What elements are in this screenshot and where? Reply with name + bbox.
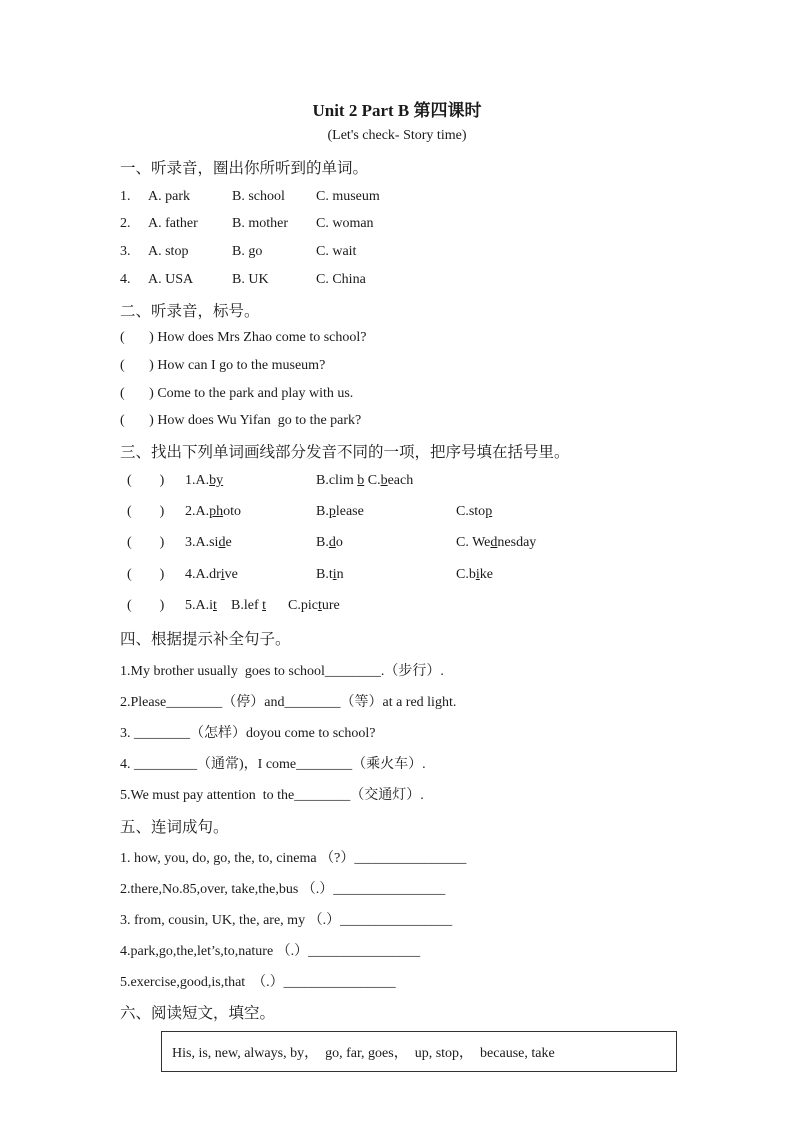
option-b: B. UK [232, 272, 269, 287]
section-heading-3: 三、找出下列单词画线部分发音不同的一项，把序号填在括号里。 [120, 443, 570, 461]
option-a: 5.A.it [185, 598, 217, 613]
option-a: A. USA [148, 272, 194, 287]
part4-sentence: 1.My brother usually goes to school________.（步行）. [120, 664, 444, 679]
option-a: 4.A.drive [185, 567, 238, 582]
part2-item: ( ) How does Mrs Zhao come to school? [120, 330, 367, 345]
section-heading-4: 四、根据提示补全句子。 [120, 630, 291, 648]
option-b-c: B.clim b C.beach [316, 473, 414, 488]
option-a: A. park [148, 189, 190, 204]
option-c: C. wait [316, 244, 357, 259]
option-c: C.picture [288, 598, 340, 613]
part4-sentence: 4. _________（通常)，I come________（乘火车）. [120, 757, 426, 772]
item-number: 3. [120, 244, 131, 259]
option-c: C. museum [316, 189, 380, 204]
part4-sentence: 5.We must pay attention to the________（交通灯）. [120, 788, 424, 803]
answer-bracket: ( ) [127, 598, 165, 613]
part5-item: 2.there,No.85,over, take,the,bus （.）________________ [120, 882, 446, 897]
option-b: B. go [232, 244, 263, 259]
answer-bracket: ( ) [127, 567, 165, 582]
part5-item: 3. from, cousin, UK, the, are, my （.）________________ [120, 913, 453, 928]
option-a: 2.A.photo [185, 504, 242, 519]
section-heading-5: 五、连词成句。 [120, 818, 229, 836]
section-heading-6: 六、阅读短文，填空。 [120, 1004, 276, 1022]
option-c: C.stop [456, 504, 493, 519]
option-c: C. Wednesday [456, 535, 537, 550]
option-b: B.tin [316, 567, 344, 582]
item-number: 2. [120, 216, 131, 231]
part2-item: ( ) Come to the park and play with us. [120, 386, 354, 401]
option-b: B. school [232, 189, 285, 204]
item-number: 4. [120, 272, 131, 287]
option-b: B. mother [232, 216, 288, 231]
part4-sentence: 3. ________（怎样）doyou come to school? [120, 726, 376, 741]
part5-item: 1. how, you, do, go, the, to, cinema （?）________________ [120, 851, 467, 866]
option-c: C. China [316, 272, 366, 287]
answer-bracket: ( ) [127, 504, 165, 519]
option-c: C. woman [316, 216, 374, 231]
answer-bracket: ( ) [127, 473, 165, 488]
section-heading-1: 一、听录音，圈出你所听到的单词。 [120, 159, 369, 177]
section-heading-2: 二、听录音，标号。 [120, 302, 260, 320]
word-bank-box [161, 1031, 677, 1072]
option-b: B.do [316, 535, 343, 550]
part5-item: 5.exercise,good,is,that （.）________________ [120, 975, 396, 990]
part2-item: ( ) How does Wu Yifan go to the park? [120, 413, 362, 428]
item-number: 1. [120, 189, 131, 204]
part4-sentence: 2.Please________（停）and________（等）at a red light. [120, 695, 457, 710]
option-a: A. father [148, 216, 198, 231]
option-a: 3.A.side [185, 535, 232, 550]
part5-item: 4.park,go,the,let’s,to,nature （.）________________ [120, 944, 421, 959]
answer-bracket: ( ) [127, 535, 165, 550]
option-a: A. stop [148, 244, 189, 259]
word-bank-text: His, is, new, always, by， go, far, goes， up, stop， because, take [172, 1046, 555, 1061]
part2-item: ( ) How can I go to the museum? [120, 358, 326, 373]
option-b: B.lef t [231, 598, 266, 613]
page-title: Unit 2 Part B 第四课时 [312, 101, 482, 120]
page-subtitle: (Let's check- Story time) [327, 128, 467, 143]
option-c: C.bike [456, 567, 493, 582]
option-a: 1.A.by [185, 473, 224, 488]
option-b: B.please [316, 504, 364, 519]
